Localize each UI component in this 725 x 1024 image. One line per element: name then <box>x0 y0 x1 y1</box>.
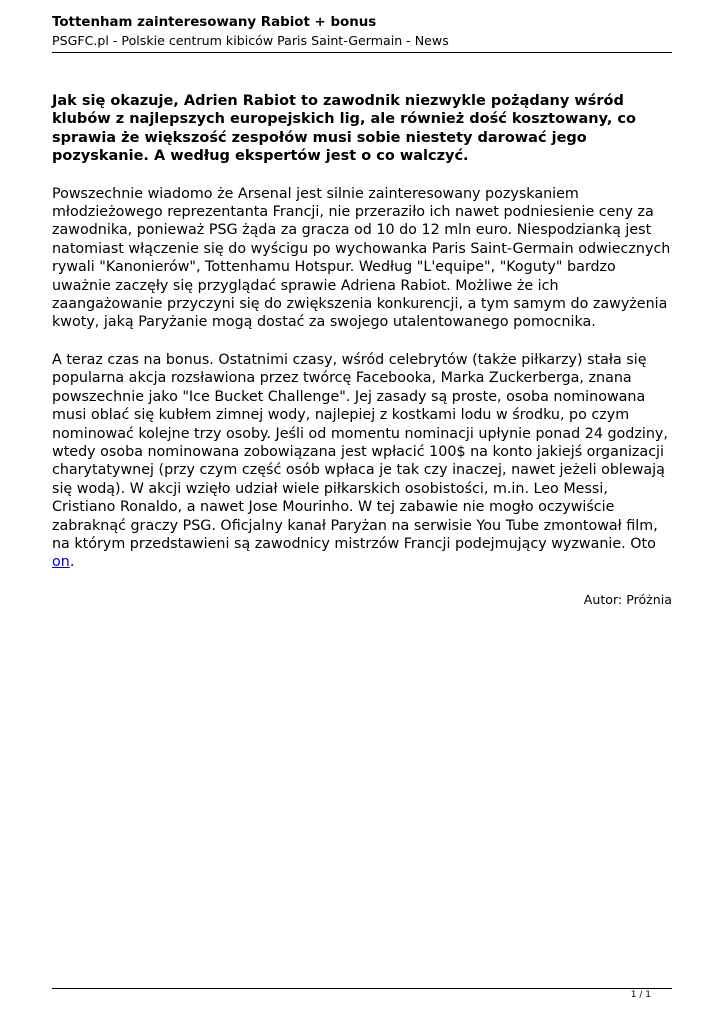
article-paragraph-1: Powszechnie wiadomo że Arsenal jest silnie zainteresowany pozyskaniem młodzieżowego reprezentanta Francji, nie przeraziło ich nawet podniesienie ceny za zawodnika, ponieważ PSG żąda za gracza od 10 do 12 mln euro. Niespodzianką jest natomiast włączenie się do wyścigu po wychowanka Paris Saint-Germain odwiecznych rywali "Kanonierów", Tottenhamu Hotspur. Według "L'equipe", "Koguty" bardzo uważnie zaczęły się przyglądać sprawie Adriena Rabiot. Możliwe że ich zaangażowanie przyczyni się do zwiększenia konkurencji, a tym samym do zawyżenia kwoty, jaką Paryżanie mogą dostać za swojego utalentowanego pomocnika. <box>52 185 671 331</box>
document-title: Tottenham zainteresowany Rabiot + bonus <box>52 15 377 30</box>
site-subtitle: PSGFC.pl - Polskie centrum kibiców Paris Saint-Germain - News <box>52 33 449 48</box>
video-link[interactable]: on <box>52 554 70 571</box>
article-paragraph-2-text: A teraz czas na bonus. Ostatnimi czasy, wśród celebrytów (także piłkarzy) stała się popularna akcja rozsławiona przez twórcę Facebooka, Marka Zuckerberga, znana powszechnie jako "Ice Bucket Challenge". Jej zasady są proste, osoba nominowana musi oblać się kubłem zimnej wody, najlepiej z kostkami lodu w środku, po czym nominować kolejne trzy osoby. Jeśli od momentu nominacji upłynie ponad 24 godziny, wtedy osoba nominowana zobowiązana jest wpłacić 100$ na konto jakiejś organizacji charytatywnej (przy czym część osób wpłaca je tak czy inaczej, nawet jeżeli oblewają się wodą). W akcji wzięło udział wiele piłkarskich osobistości, m.in. Leo Messi, Cristiano Ronaldo, a nawet Jose Mourinho. W tej zabawie nie mogło oczywiście zabraknąć graczy PSG. Oficjalny kanał Paryżan na serwisie You Tube zmontował film, na którym przedstawieni są zawodnicy mistrzów Francji podejmujący wyzwanie. Oto <box>52 351 668 552</box>
page-number: 1 / 1 <box>630 990 651 1000</box>
document-header <box>52 14 672 49</box>
article-paragraph-2 <box>52 351 672 572</box>
article-lead: Jak się okazuje, Adrien Rabiot to zawodnik niezwykle pożądany wśród klubów z najlepszych europejskich lig, ale również dość kosztowany, co sprawia że większość zespołów musi sobie niestety darować jego pozyskanie. A według ekspertów jest o co walczyć. <box>52 93 636 165</box>
footer-divider <box>52 988 672 989</box>
header-divider <box>52 52 672 53</box>
article-paragraph-2-end: . <box>69 554 75 571</box>
article-body <box>52 92 672 608</box>
author-credit: Autor: Próżnia <box>583 591 672 607</box>
